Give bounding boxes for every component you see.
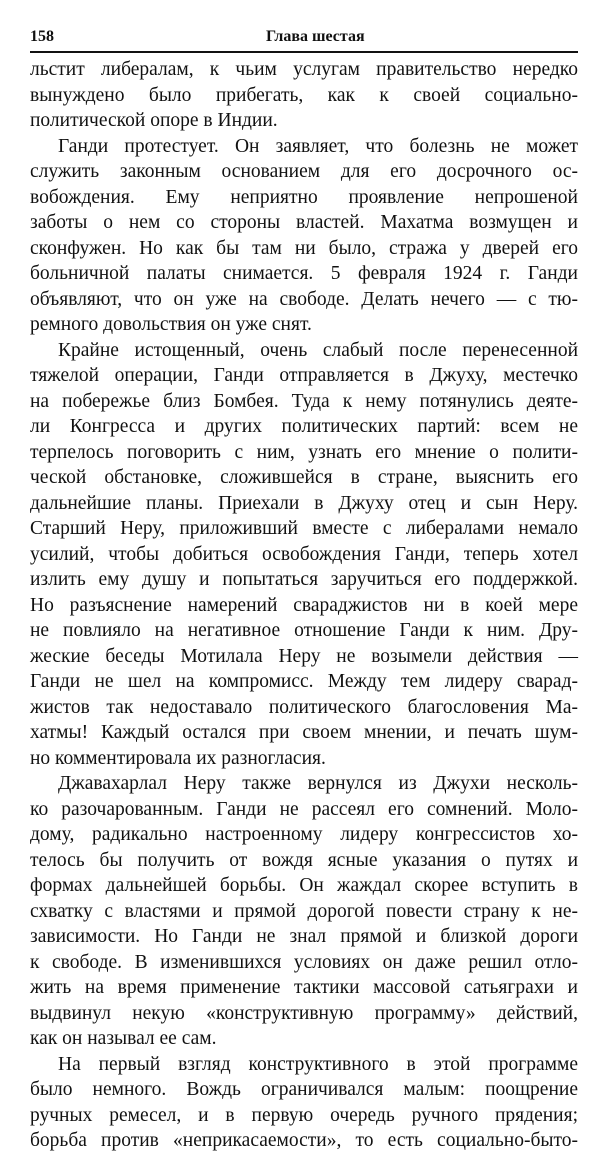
header-rule bbox=[30, 51, 578, 53]
text-line: к свободе. В изменившихся условиях он даже решил отло- bbox=[30, 951, 578, 973]
body-text bbox=[30, 57, 578, 1154]
text-line: ли Конгресса и других политических партий: всем не bbox=[30, 416, 578, 437]
text-line: Старший Неру, приложивший вместе с либералами немало bbox=[30, 518, 578, 539]
text-line: дальнейшие планы. Приехали в Джуху отец и сын Неру. bbox=[30, 492, 578, 514]
text-line: на побережье близ Бомбея. Туда к нему потянулись деяте- bbox=[30, 390, 578, 412]
text-line: объявляют, что он уже на свободе. Делать нечего — с тю- bbox=[30, 288, 578, 310]
text-line: хатмы! Каждый остался при своем мнении, и печать шум- bbox=[30, 722, 578, 743]
text-line: заботы о нем со стороны властей. Махатма возмущен и bbox=[30, 212, 578, 233]
text-line: льстит либералам, к чьим услугам правительство нередко bbox=[30, 59, 578, 80]
page-number: 158 bbox=[30, 28, 54, 45]
text-line: но комментировала их разногласия. bbox=[30, 747, 326, 769]
text-line: Джавахарлал Неру также вернулся из Джухи несколь- bbox=[58, 773, 578, 794]
text-line: больничной палаты снимается. 5 февраля 1924 г. Ганди bbox=[30, 263, 578, 284]
text-line: Ганди протестует. Он заявляет, что болезнь не может bbox=[58, 135, 578, 157]
text-line: зависимости. Но Ганди не знал прямой и близкой дороги bbox=[30, 926, 578, 947]
text-line: ручных ремесел, и в первую очередь ручного прядения; bbox=[30, 1104, 578, 1126]
text-line: было немного. Вождь ограничивался малым: поощрение bbox=[30, 1079, 578, 1100]
text-line: борьба против «неприкасаемости», то есть социально-быто- bbox=[30, 1130, 578, 1151]
text-line: как он называл ее сам. bbox=[30, 1028, 217, 1049]
text-line: выдвинул некую «конструктивную программу» действий, bbox=[30, 1002, 578, 1024]
text-line: тяжелой операции, Ганди отправляется в Джуху, местечко bbox=[30, 365, 578, 386]
paragraph bbox=[30, 134, 578, 338]
text-line: жистов так недоставало политического благословения Ма- bbox=[30, 696, 578, 718]
text-line: ремного довольствия он уже снят. bbox=[30, 314, 312, 335]
paragraph bbox=[30, 771, 578, 1052]
paragraph bbox=[30, 1052, 578, 1154]
text-line: излить ему душу и попытаться заручиться его поддержкой. bbox=[30, 569, 578, 590]
text-line: На первый взгляд конструктивного в этой программе bbox=[58, 1053, 578, 1075]
text-line: схватку с властями и прямой дорогой повести страну к не- bbox=[30, 900, 578, 922]
running-head bbox=[30, 28, 578, 50]
text-line: Ганди не шел на компромисс. Между тем лидеру сварад- bbox=[30, 671, 578, 692]
text-line: служить законным основанием для его досрочного ос- bbox=[30, 161, 578, 182]
text-line: усилий, чтобы добиться освобождения Ганди, теперь хотел bbox=[30, 543, 578, 565]
chapter-title: Глава шестая bbox=[266, 28, 365, 45]
book-page bbox=[30, 28, 578, 1154]
text-line: формах дальнейшей борьбы. Он жаждал скорее вступить в bbox=[30, 875, 578, 896]
paragraph bbox=[30, 57, 578, 134]
text-line: Но разъяснение намерений свараджистов ни в коей мере bbox=[30, 594, 578, 616]
text-line: ко разочарованным. Ганди не рассеял его сомнений. Моло- bbox=[30, 798, 578, 820]
text-line: терпелось поговорить с ним, узнать его мнение о полити- bbox=[30, 441, 578, 463]
text-line: вобождения. Ему неприятно проявление непрошеной bbox=[30, 186, 578, 208]
text-line: дому, радикально настроенному лидеру конгрессистов хо- bbox=[30, 824, 578, 845]
text-line: сконфужен. Но как бы там ни было, стража у дверей его bbox=[30, 237, 578, 259]
text-line: жить на время применение тактики массовой сатьяграхи и bbox=[30, 977, 578, 998]
text-line: не повлияло на негативное отношение Ганди к ним. Дру- bbox=[30, 620, 578, 641]
text-line: жеские беседы Мотилала Неру не возымели действия — bbox=[30, 645, 578, 667]
text-line: ческой обстановке, сложившейся в стране, выяснить его bbox=[30, 467, 578, 488]
text-line: политической опоре в Индии. bbox=[30, 110, 278, 131]
text-line: телось бы получить от вождя ясные указания о путях и bbox=[30, 849, 578, 871]
paragraph bbox=[30, 338, 578, 772]
text-line: вынуждено было прибегать, как к своей социально- bbox=[30, 84, 578, 106]
text-line: Крайне истощенный, очень слабый после перенесенной bbox=[58, 339, 578, 361]
